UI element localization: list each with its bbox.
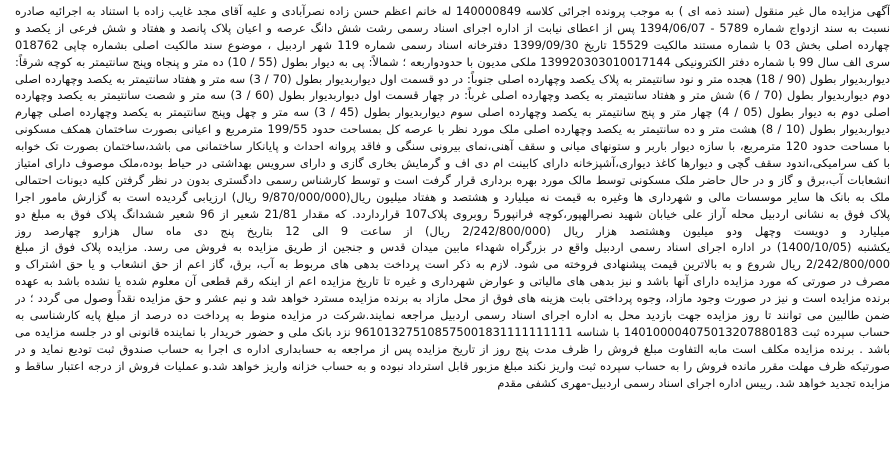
notice-line: آگهی مزایده مال غیر منقول (سند ذمه ای ) به موجب پرونده اجرائی کلاسه 140000849 له خانم اعظم حسن زاده نصرآبادی و علیه آقای مجد غایب زاده با استناد به اجرائیه صادره — [15, 4, 890, 18]
notice-line: دیواربدیوار بطول (90 / 18) هجده متر و نود سانتیمتر به پلاک یکصد وچهارده اصلی جنوباً: در دو قسمت اول دیواربدیوار بطول (70 / 3) سه متر و هفتاد سانتیمتر به یکصد وچهارده اصلی — [15, 71, 890, 86]
notice-line: انشعابات آب،برق و گاز و در حال حاضر ملک مسکونی توسط مالک مورد بهره برداری قرار گرفت است و توسط کارشناس رسمی دادگستری بدون در نظر گرفتن کلیه دیونات احتمالی — [15, 172, 890, 187]
notice-line: میلیارد و دویست وچهل ودو میلیون وهشتصد هزار ریال (2/242/800/000 ریال) از ساعت 9 الی 12 بتاریخ پنج دی ماه سال هزارو چهارصد روز — [15, 223, 890, 238]
notice-line: چهارده اصلی بخش 03 با شماره مستند مالکیت 15529 تاریخ 1399/09/30 دفترخانه اسناد رسمی شماره 119 شهر اردبیل ، موضوع سند مالکیت اصلی بشماره چاپی 018762 — [15, 37, 890, 52]
notice-line: پلاک فوق به نشانی اردبیل محله آراز علی خیابان شهید نصرالهپور،کوچه فرانپور5 روبروی پلاک107 قرارداردد. که مقدار 21/81 شعیر از 96 شعیر ششدانگ پلاک فوق به مبلغ دو — [15, 206, 890, 221]
notice-line: برنده مزایده است و نیز در صورت وجود مازاد، وجوه پرداختی بابت هزینه های فوق از محل مازاد به برنده مزایده مسترد خواهد شد و نیم عشر و حق مزایده نقداً وصول می گردد ؛ در — [15, 291, 890, 306]
notice-line: نسبت به سند ازدواج شماره 5789 - 1394/06/07 پس از اعطای نیابت از اداره اجرای اسناد رسمی رشت شش دانگ عرصه و اعیان پلاک پانصد و هفتاد و شش فرعی از یکصد و — [15, 20, 890, 35]
notice-line: با کف سرامیکی،اندود سقف گچی و دیوارها کاغذ دیواری،آشپزخانه دارای کابینت ام دی اف و گرمایش بخاری گازی و دارای سرویس بهداشتی در حیاط بوده،ملک موصوف دارای امتیاز — [15, 156, 890, 171]
notice-line: باشد . برنده مزایده مکلف است مابه التفاوت مبلغ فروش را ظرف مدت پنج روز از تاریخ مزایده پس از مراجعه به حسابداری اداره ی اجرا به حساب صندوق ثبت تودیع نماید و در — [15, 341, 890, 356]
notice-line: یکشنبه (1400/10/05) در اداره اجرای اسناد رسمی اردبیل واقع در بزرگراه شهداء مابین میدان قدس و جنجین از طریق مزایده به فروش می رسد. مزایده پلاک فوق از مبلغ — [15, 240, 890, 255]
notice-line: دوم دیواربدیوار بطول (70 / 6) شش متر و هفتاد سانتیمتر به یکصد وچهارده اصلی غرباً: در چهار قسمت اول دیواربدیوار بطول (60 / 3) سه متر و شصت سانتیمتر به یکصد وچهارده — [15, 88, 890, 103]
notice-line: ضمن طالبین می توانند تا روز مزایده جهت بازدید محل به اداره اجرای اسناد رسمی اردبیل مراجعه نمایند.شرکت در مزایده منوط به پرداخت ده درصد از مبلغ پایه کارشناسی به — [15, 308, 890, 323]
notice-line: 2/242/800/000 ریال شروع و به بالاترین قیمت پیشنهادی فروخته می شود. لازم به ذکر است پرداخت بدهی های مربوط به آب، برق، گاز اعم از حق انشعاب و یا حق اشتراک و — [15, 257, 890, 272]
notice-line: مصرف در صورتی که مورد مزایده دارای آنها باشد و نیز بدهی های مالیاتی و عوارض شهرداری و غیره تا تاریخ مزایده اعم از اینکه رقم قطعی آن معلوم شده یا نشده باشد به عهده — [15, 274, 890, 289]
notice-line: ملک به بانک ها سایر موسسات مالی و شهرداری ها وغیره به قیمت نه میلیارد و هشتصد و هفتاد میلیون ریال(9/870/000/000 ریال) ارزیابی گردیده است به گزارش مامور اجرا — [15, 189, 890, 204]
notice-line: مزایده تجدید خواهد شد. رییس اداره اجرای اسناد رسمی اردبیل-مهری کشفی مقدم — [497, 375, 890, 390]
notice-line: سری الف سال 99 با شماره دفتر الکترونیکی 139920303010017144 ملکی مدیون با حدودواربعه ؛ شمالاً: پی به دیوار بطول (55 / 10) ده متر و پنجاه وپنج سانتیمتر به کوچه شرقاً: — [15, 54, 890, 69]
auction-notice — [10, 0, 895, 465]
notice-line: حساب سپرده ثبت 140100004075013207880183 با شناسه 961013275108575001831111111111 نزد بانک ملی و حضور خریدار با نماینده قانونی او در جلسه مزایده می — [15, 324, 890, 339]
notice-line: صورتیکه ظرف مهلت مقرر مانده فروش را به حساب سپرده ثبت واریز نکند مبلغ مزبور قابل استرداد نبوده و به حساب خزانه واریز خواهد شد.و عملیات فروش از درجه اعتبار ساقط و — [15, 358, 890, 373]
notice-line: اصلی دوم به دیوار بطول (05 / 4) چهار متر و پنج سانتیمتر به یکصد وچهارده اصلی سوم دیواربدیوار بطول (45 / 3) سه متر و چهل وپنج سانتیمتر به یکصد وچهارده اصلی چهارم — [15, 105, 890, 120]
notice-line: دیواربدیوار بطول (10 / 8) هشت متر و ده سانتیمتر به یکصد وچهارده اصلی ملک مورد نظر با عرصه کل بمساحت حدود 199/55 مترمربع و اعیانی بصورت ساختمان همکف مسکونی — [15, 122, 890, 137]
notice-line: با مساحت حدود 120 مترمربع، با سازه دیوار باربر و ستونهای میانی و سقف آهنی،نمای بیرونی سنگی و فاقد پروانه احداث و پایانکار ساختمانی می باشد،ساختمان بصورت تک خوابه — [15, 139, 890, 154]
